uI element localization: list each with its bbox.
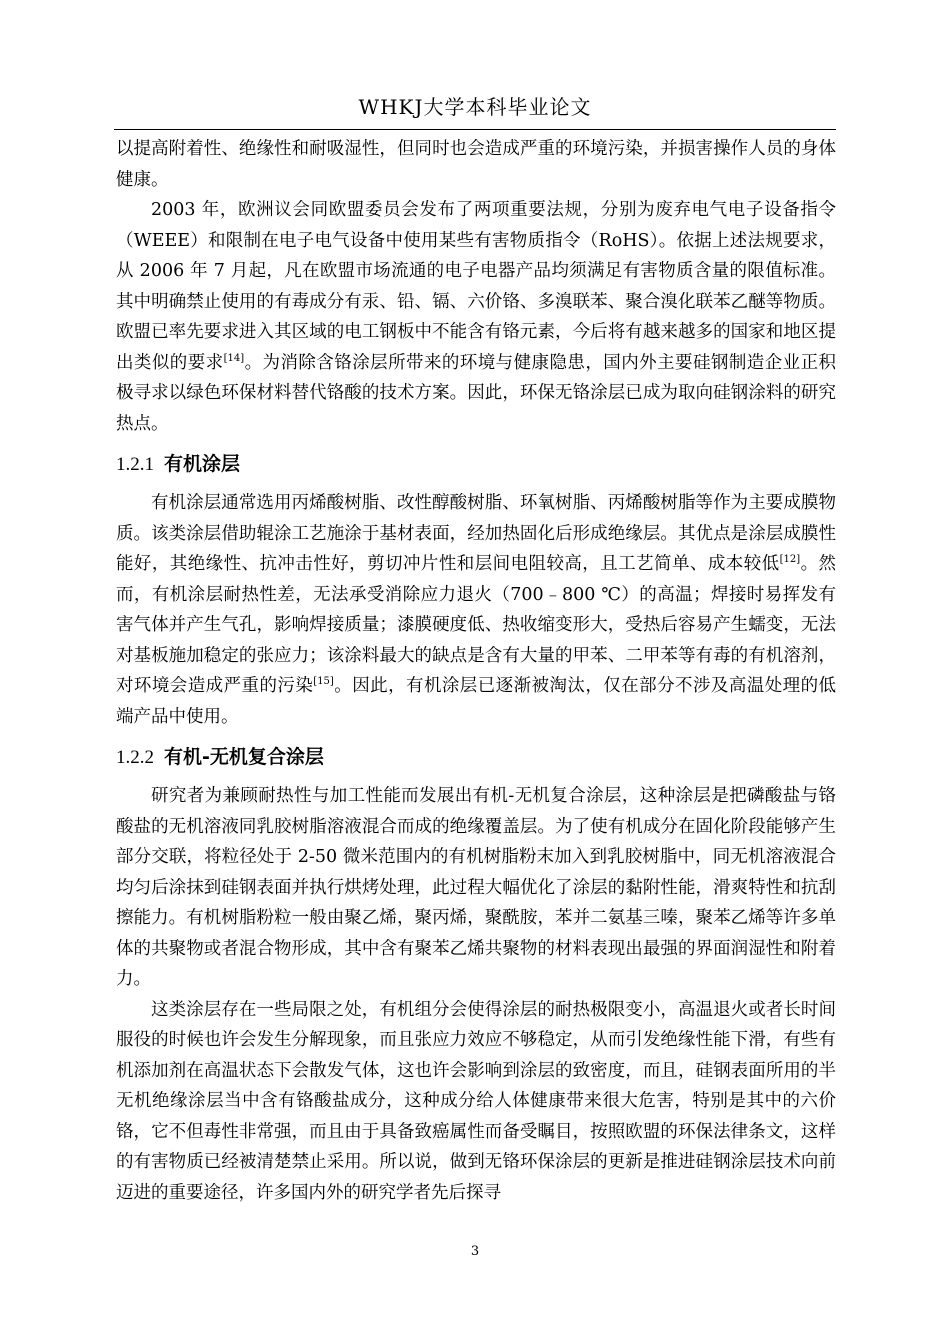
- header-rule: [114, 129, 836, 130]
- section-title: 有机涂层: [164, 453, 241, 475]
- running-header: WHKJ大学本科毕业论文: [358, 95, 592, 119]
- paragraph-text: 有机涂层通常选用丙烯酸树脂、改性醇酸树脂、环氧树脂、丙烯酸树脂等作为主要成膜物质。该类涂层借助辊涂工艺施涂于基材表面，经加热固化后形成绝缘层。其优点是涂层成膜性能好，其绝缘性、抗冲击性好，剪切冲片性和层间电阻较高，且工艺简单、成本较低: [116, 493, 836, 574]
- citation: [14]: [223, 352, 245, 364]
- paragraph-text: 。然而，有机涂层耐热性差，无法承受消除应力退火（700﹣800 ℃）的高温；焊接时易挥发有害气体并产生气孔，影响焊接质量；漆膜硬度低、热收缩变形大，受热后容易产生蠕变，无法对基板施加稳定的张应力；该涂料最大的缺点是含有大量的甲苯、二甲苯等有毒的有机溶剂，对环境会造成严重的污染: [116, 554, 837, 696]
- paragraph-limitations: 这类涂层存在一些局限之处，有机组分会使得涂层的耐热极限变小，高温退火或者长时间服役的时候也许会发生分解现象，而且张应力效应不够稳定，从而引发绝缘性能下滑，有些有机添加剂在高温状态下会散发气体，这也许会影响到涂层的致密度，而且，硅钢表面所用的半无机绝缘涂层当中含有铬酸盐成分，这种成分给人体健康带来很大危害，特别是其中的六价铬，它不但毒性非常强，而且由于具备致癌属性而备受瞩目，按照欧盟的环保法律条文，这样的有害物质已经被清楚禁止采用。所以说，做到无铬环保涂层的更新是推进硅钢涂层技术向前迈进的重要途径，许多国内外的研究学者先后探寻: [116, 999, 836, 1203]
- paragraph-composite-coating: 研究者为兼顾耐热性与加工性能而发展出有机-无机复合涂层，这种涂层是把磷酸盐与铬酸盐的无机溶液同乳胶树脂溶液混合而成的绝缘覆盖层。为了使有机成分在固化阶段能够产生部分交联，将粒径处于 2-50 微米范围内的有机树脂粉末加入到乳胶树脂中，同无机溶液混合均匀后涂抹到硅钢表面并执行烘烤处理，此过程大幅优化了涂层的黏附性能，滑爽特性和抗刮擦能力。有机树脂粉粒一般由聚乙烯，聚丙烯，聚酰胺，苯并二氨基三嗪，聚苯乙烯等许多单体的共聚物或者混合物形成，其中含有聚苯乙烯共聚物的材料表现出最强的界面润湿性和附着力。: [116, 786, 836, 989]
- page-body: [116, 134, 836, 1208]
- paragraph-continued: 以提高附着性、绝缘性和耐吸湿性，但同时也会造成严重的环境污染，并损害操作人员的身体健康。: [116, 139, 836, 190]
- section-number: 1.2.1: [116, 454, 154, 475]
- section-heading-composite-coating: [116, 740, 836, 775]
- paragraph-organic-coating: [116, 488, 836, 732]
- citation: [12]: [779, 554, 801, 565]
- paragraph-text: 2003 年，欧洲议会同欧盟委员会发布了两项重要法规，分别为废弃电气电子设备指令（WEEE）和限制在电子电气设备中使用某些有害物质指令（RoHS）。依据上述法规要求，从 2006 年 7 月起，凡在欧盟市场流通的电子电器产品均须满足有害物质含量的限值标准。其中明确禁止使用的有毒成分有汞、铅、镉、六价铬、多溴联苯、聚合溴化联苯乙醚等物质。欧盟已率先要求进入其区域的电工钢板中不能含有铬元素，今后将有越来越多的国家和地区提出类似的要求: [116, 200, 836, 373]
- section-title: 有机-无机复合涂层: [164, 746, 324, 768]
- page-number: 3: [470, 1244, 480, 1259]
- paragraph-text: 。因此，有机涂层已逐渐被淘汰，仅在部分不涉及高温处理的低端产品中使用。: [116, 676, 837, 727]
- section-heading-organic-coating: [116, 447, 836, 482]
- citation: [15]: [313, 676, 334, 687]
- paragraph-text: 。为消除含铬涂层所带来的环境与健康隐患，国内外主要硅钢制造企业正积极寻求以绿色环保材料替代铬酸的技术方案。因此，环保无铬涂层已成为取向硅钢涂料的研究热点。: [116, 352, 837, 434]
- section-number: 1.2.2: [116, 747, 154, 768]
- paragraph-regulations: [116, 195, 836, 439]
